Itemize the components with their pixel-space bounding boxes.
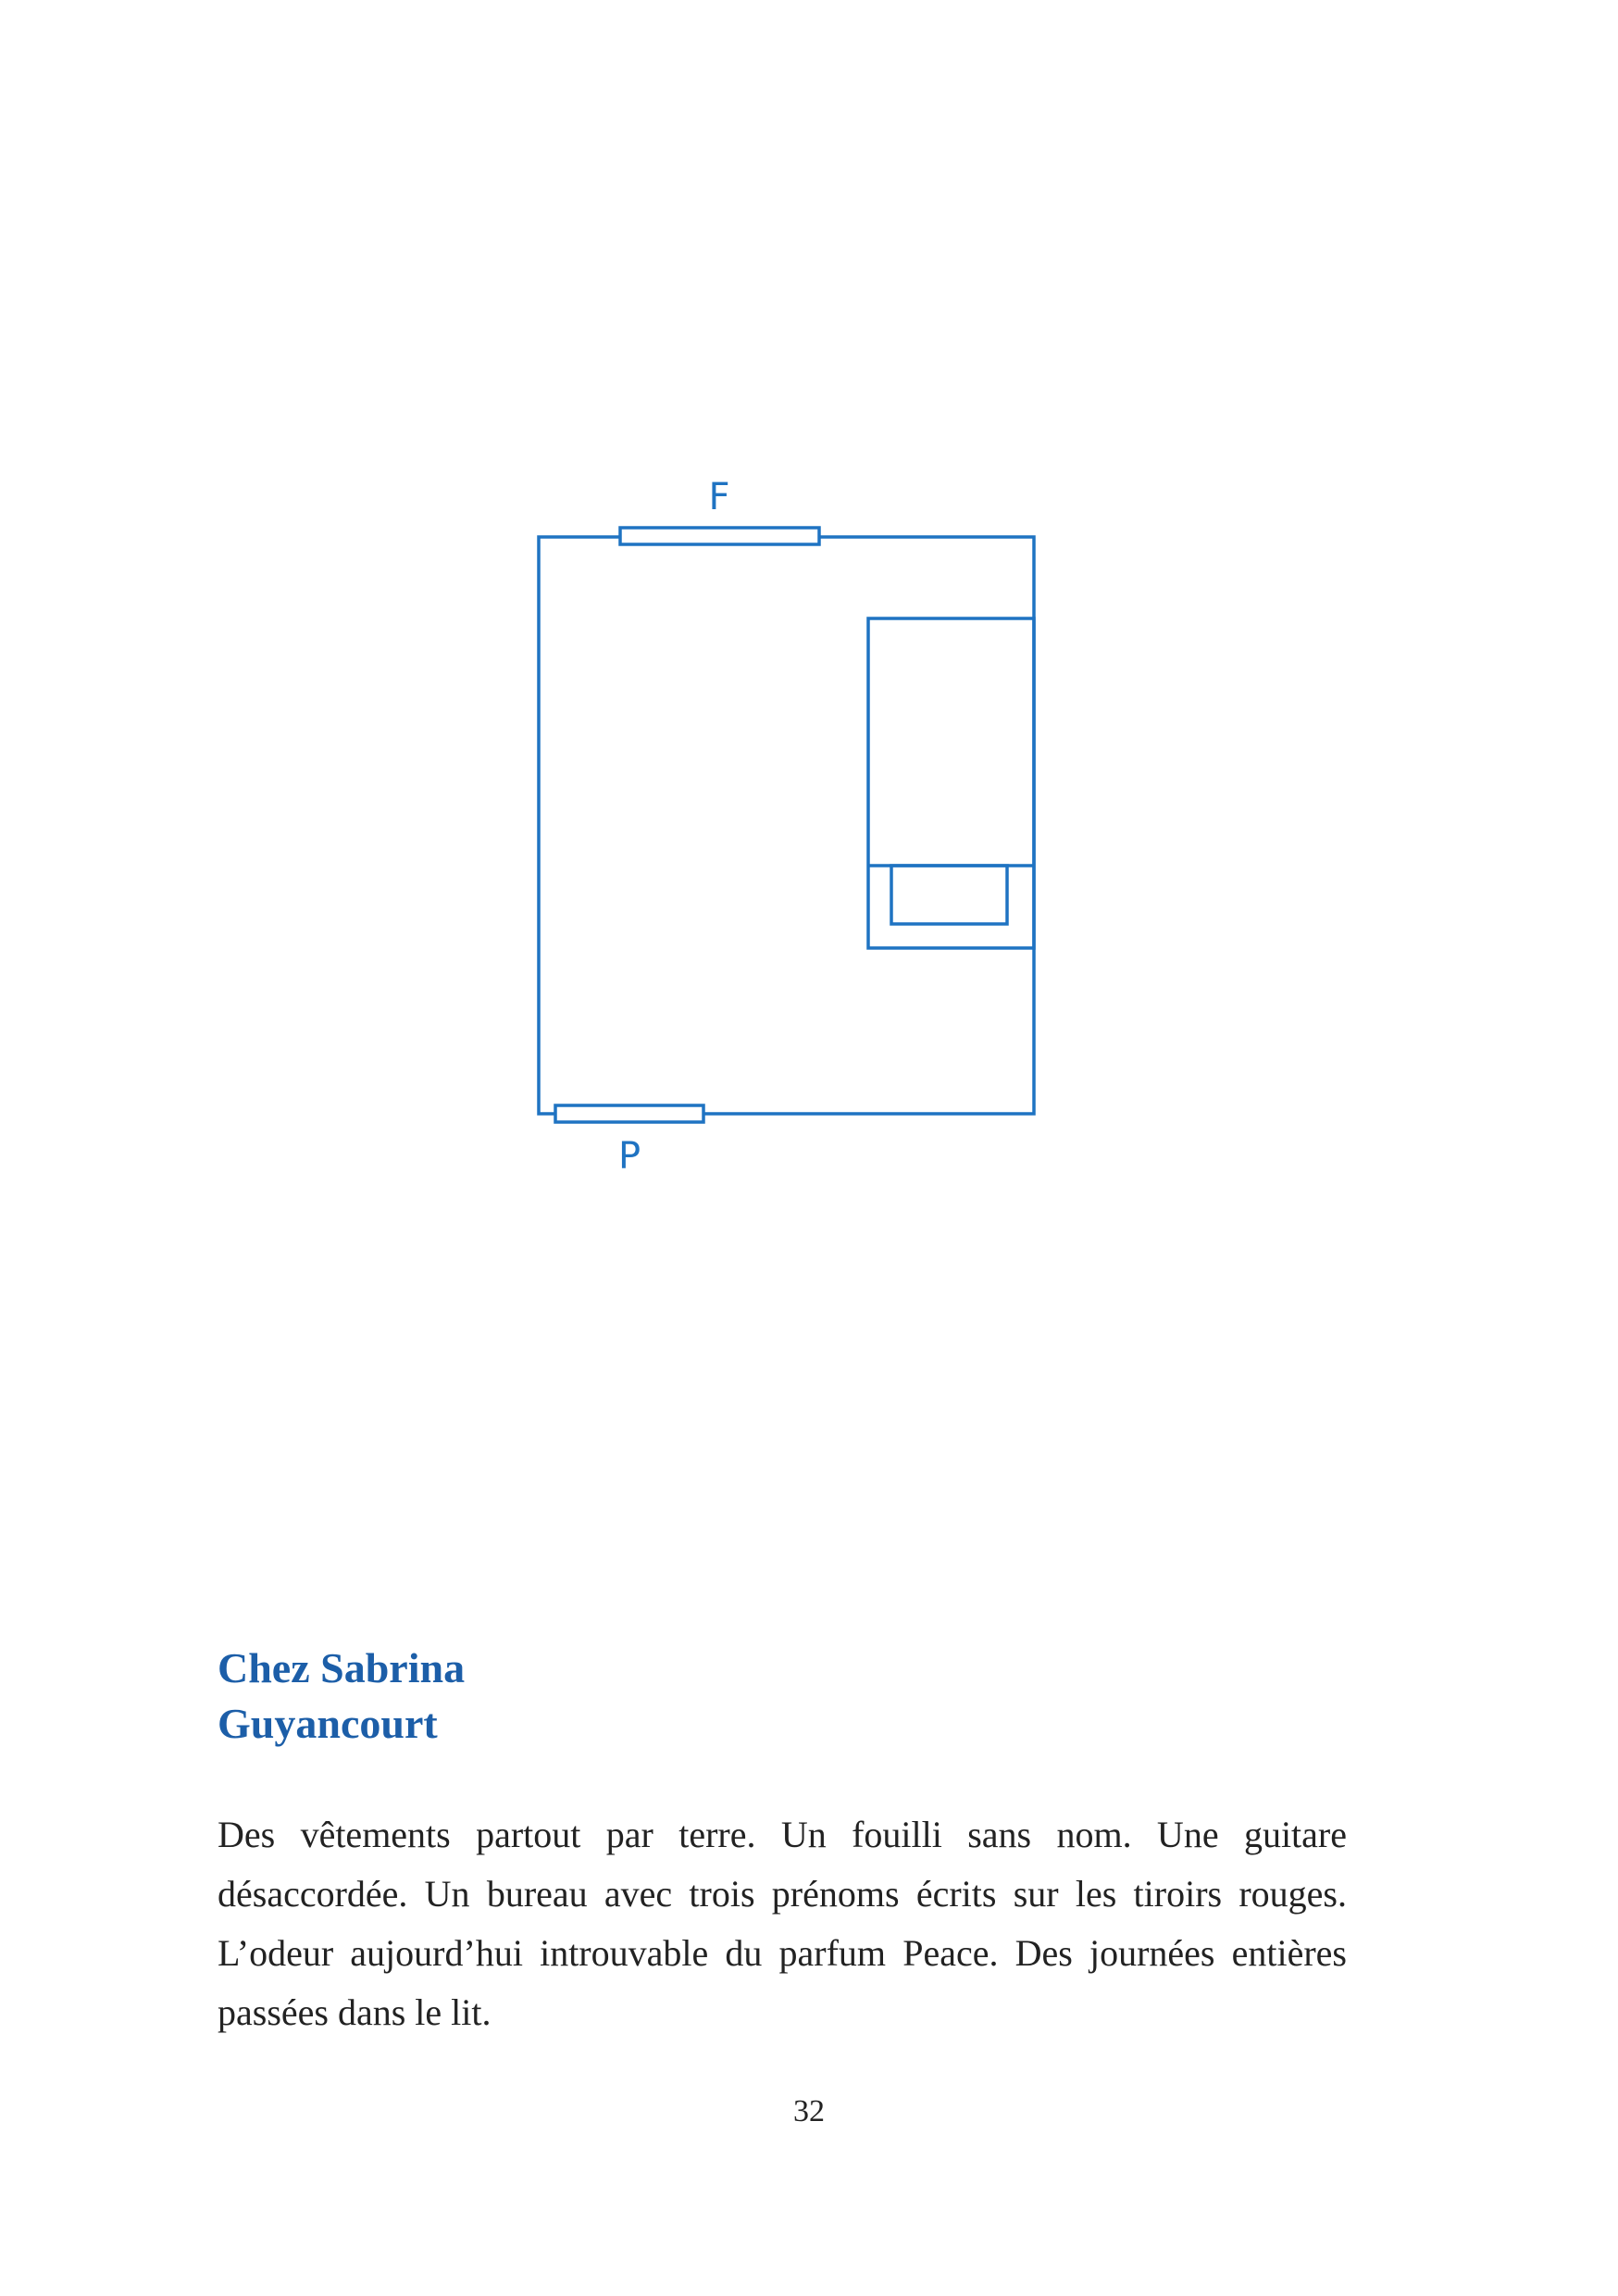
heading-place: Chez Sabrina	[218, 1644, 466, 1691]
heading-city: Guyancourt	[218, 1700, 438, 1747]
window	[620, 528, 819, 544]
page-number: 32	[793, 2094, 825, 2128]
bed	[868, 618, 1034, 948]
door	[555, 1105, 703, 1122]
description-paragraph: Des vêtements partout par terre. Un fouilli sans nom. Une guitare désaccordée. Un bureau avec trois prénoms écrits sur les tiroirs rouges. L’odeur aujourd’hui introuvable du parfum Peace. Des journées entières passées dans le lit.	[218, 1814, 1347, 2033]
pillow	[891, 866, 1007, 924]
room-outline	[539, 537, 1034, 1114]
section-heading	[218, 1641, 465, 1752]
window-label: F	[708, 476, 730, 518]
door-label: P	[617, 1135, 641, 1178]
